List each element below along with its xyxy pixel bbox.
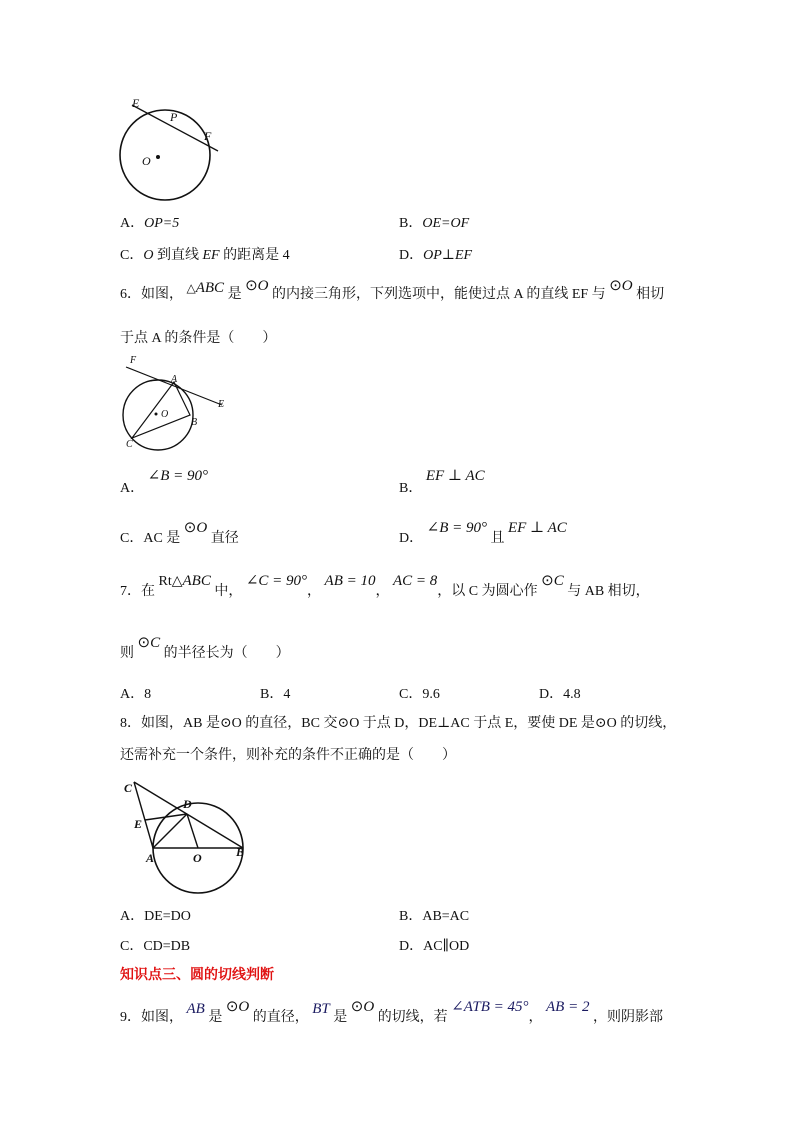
svg-text:C: C [126, 439, 133, 450]
svg-text:C: C [124, 781, 133, 795]
odot-symbol: ⊙O [245, 278, 269, 294]
q7-stem-line2: 则 ⊙C 的半径长为（ ） [120, 635, 290, 661]
line-da [153, 814, 187, 848]
svg-text:O: O [161, 409, 169, 420]
svg-text:F: F [130, 355, 137, 366]
q6-option-c[interactable]: C．AC 是 ⊙O 直径 [120, 520, 239, 546]
figure-q6 [118, 355, 238, 455]
label-p: P [170, 110, 178, 124]
q6-option-a[interactable]: A． ∠B = 90° [120, 468, 208, 496]
svg-text:D: D [183, 797, 192, 811]
svg-text:B: B [236, 845, 245, 859]
q6-option-b[interactable]: B． EF ⊥ AC [399, 468, 485, 496]
q7-option-d[interactable]: D．4.8 [539, 687, 581, 702]
q8-option-d[interactable]: D．AC∥OD [399, 939, 470, 954]
figure-q8 [120, 778, 260, 898]
q9-stem-line1: 9．如图， AB 是 ⊙O 的直径， BT 是 ⊙O 的切线，若 ∠ATB = 45°， AB = 2 ，则阴影部 [120, 999, 663, 1025]
section-heading: 知识点三、圆的切线判断 [120, 967, 274, 983]
q7-option-a[interactable]: A．8 [120, 687, 152, 702]
q8-stem-line2: 还需补充一个条件，则补充的条件不正确的是（ ） [120, 748, 456, 763]
q5-option-d[interactable]: D．OP⊥EF [399, 248, 473, 263]
svg-text:O: O [193, 851, 202, 865]
line-de [145, 814, 187, 820]
q7-option-b[interactable]: B．4 [260, 687, 291, 702]
q6-stem-line1: 6．如图， △ABC 是 ⊙O 的内接三角形，下列选项中，能使过点 A 的直线 EF 与 ⊙O 相切 [120, 278, 665, 302]
q8-option-b[interactable]: B．AB=AC [399, 909, 470, 924]
svg-text:A: A [146, 851, 155, 865]
svg-text:A: A [171, 374, 178, 385]
triangle-symbol: △ [186, 281, 196, 295]
line-fe [126, 367, 222, 405]
center-point [156, 155, 160, 159]
label-o: O [142, 154, 151, 168]
svg-text:E: E [134, 817, 143, 831]
center-point [155, 413, 158, 416]
q7-stem-line1: 7．在 Rt△ABC 中， ∠C = 90°， AB = 10， AC = 8，以 C 为圆心作 ⊙C 与 AB 相切， [120, 573, 650, 599]
label-f: F [204, 129, 212, 143]
label-e: E [132, 96, 140, 110]
q6-option-d[interactable]: D． ∠B = 90° 且 EF ⊥ AC [399, 520, 567, 546]
q5-option-c[interactable]: C．O 到直线 EF 的距离是 4 [120, 248, 290, 263]
q5-option-a[interactable]: A．OP=5 [120, 216, 180, 231]
q8-option-a[interactable]: A．DE=DO [120, 909, 191, 924]
circle-o [123, 380, 193, 450]
svg-text:B: B [191, 417, 198, 428]
q6-stem-line2: 于点 A 的条件是（ ） [120, 331, 277, 346]
figure-q5 [110, 95, 310, 215]
q5-option-b[interactable]: B．OE=OF [399, 216, 470, 231]
q7-option-c[interactable]: C．9.6 [399, 687, 440, 702]
circle-o [120, 110, 210, 200]
svg-text:E: E [218, 399, 225, 410]
q8-option-c[interactable]: C．CD=DB [120, 939, 191, 954]
q8-stem-line1: 8．如图，AB 是⊙O 的直径，BC 交⊙O 于点 D，DE⊥AC 于点 E，要使 DE 是⊙O 的切线， [120, 716, 677, 731]
